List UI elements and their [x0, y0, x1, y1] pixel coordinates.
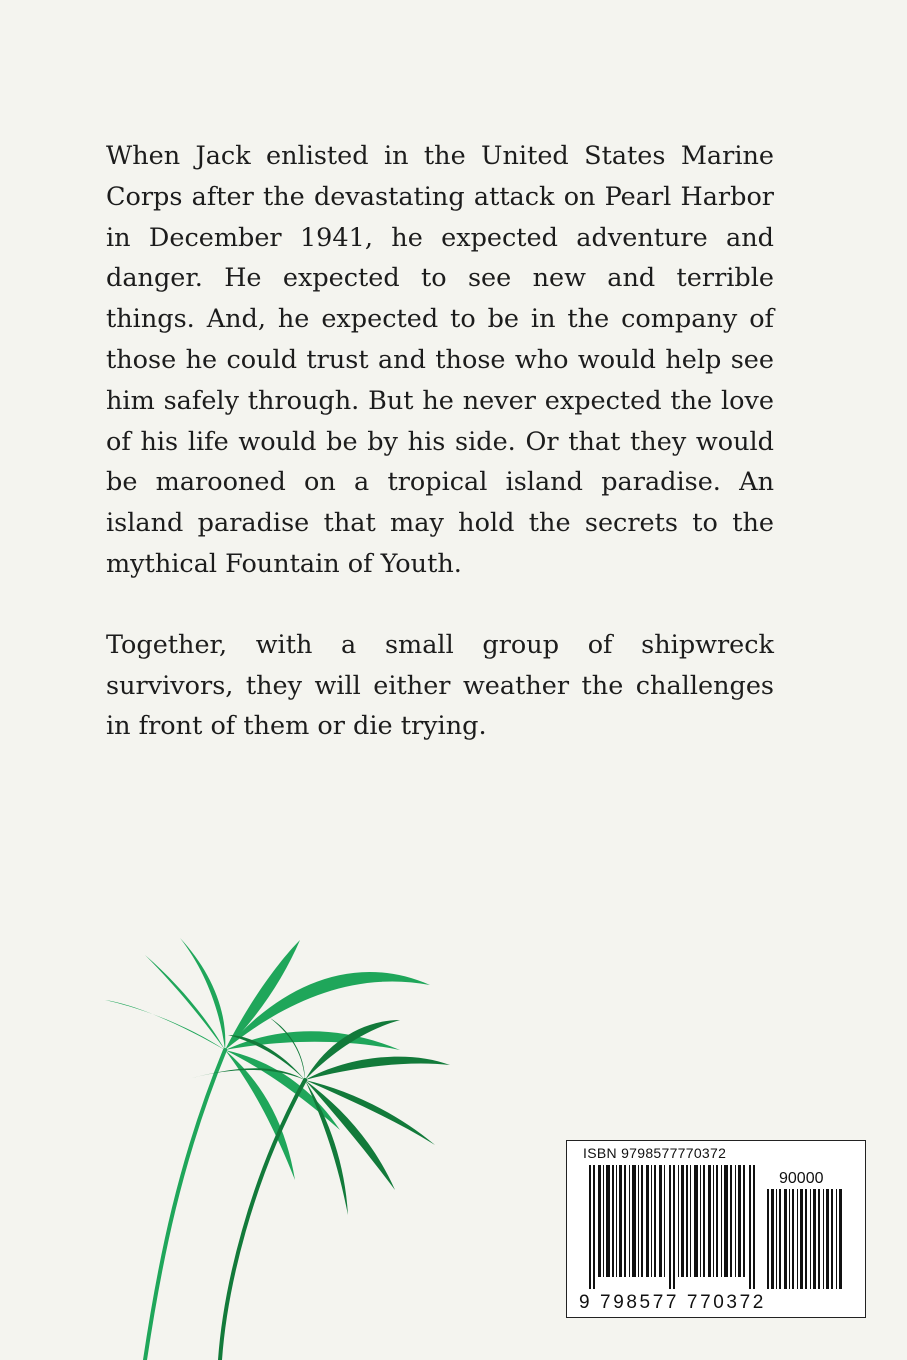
ean13-barcode-bars — [589, 1165, 757, 1289]
addon-code: 90000 — [779, 1170, 824, 1187]
isbn-label: ISBN 9798577770372 — [583, 1145, 727, 1161]
ean-digits: 9 798577 770372 — [579, 1292, 766, 1313]
back-cover-blurb — [106, 136, 774, 747]
palm-frond-illustration — [100, 930, 460, 1360]
isbn-barcode — [566, 1140, 866, 1318]
blurb-paragraph-2: Together, with a small group of shipwreck survivors, they will either weather the challenges in front of them or die trying. — [106, 629, 774, 742]
addon-barcode-bars — [767, 1189, 847, 1289]
blurb-paragraph-1: When Jack enlisted in the United States Marine Corps after the devastating attack on Pearl Harbor in December 1941, he expected adventure and danger. He expected to see new and terrible things. And, he expected to be in the company of those he could trust and those who would help see him safely through. But he never expected the love of his life would be by his side. Or that they would be marooned on a tropical island paradise. An island paradise that may hold the secrets to the mythical Fountain of Youth. — [106, 141, 774, 579]
